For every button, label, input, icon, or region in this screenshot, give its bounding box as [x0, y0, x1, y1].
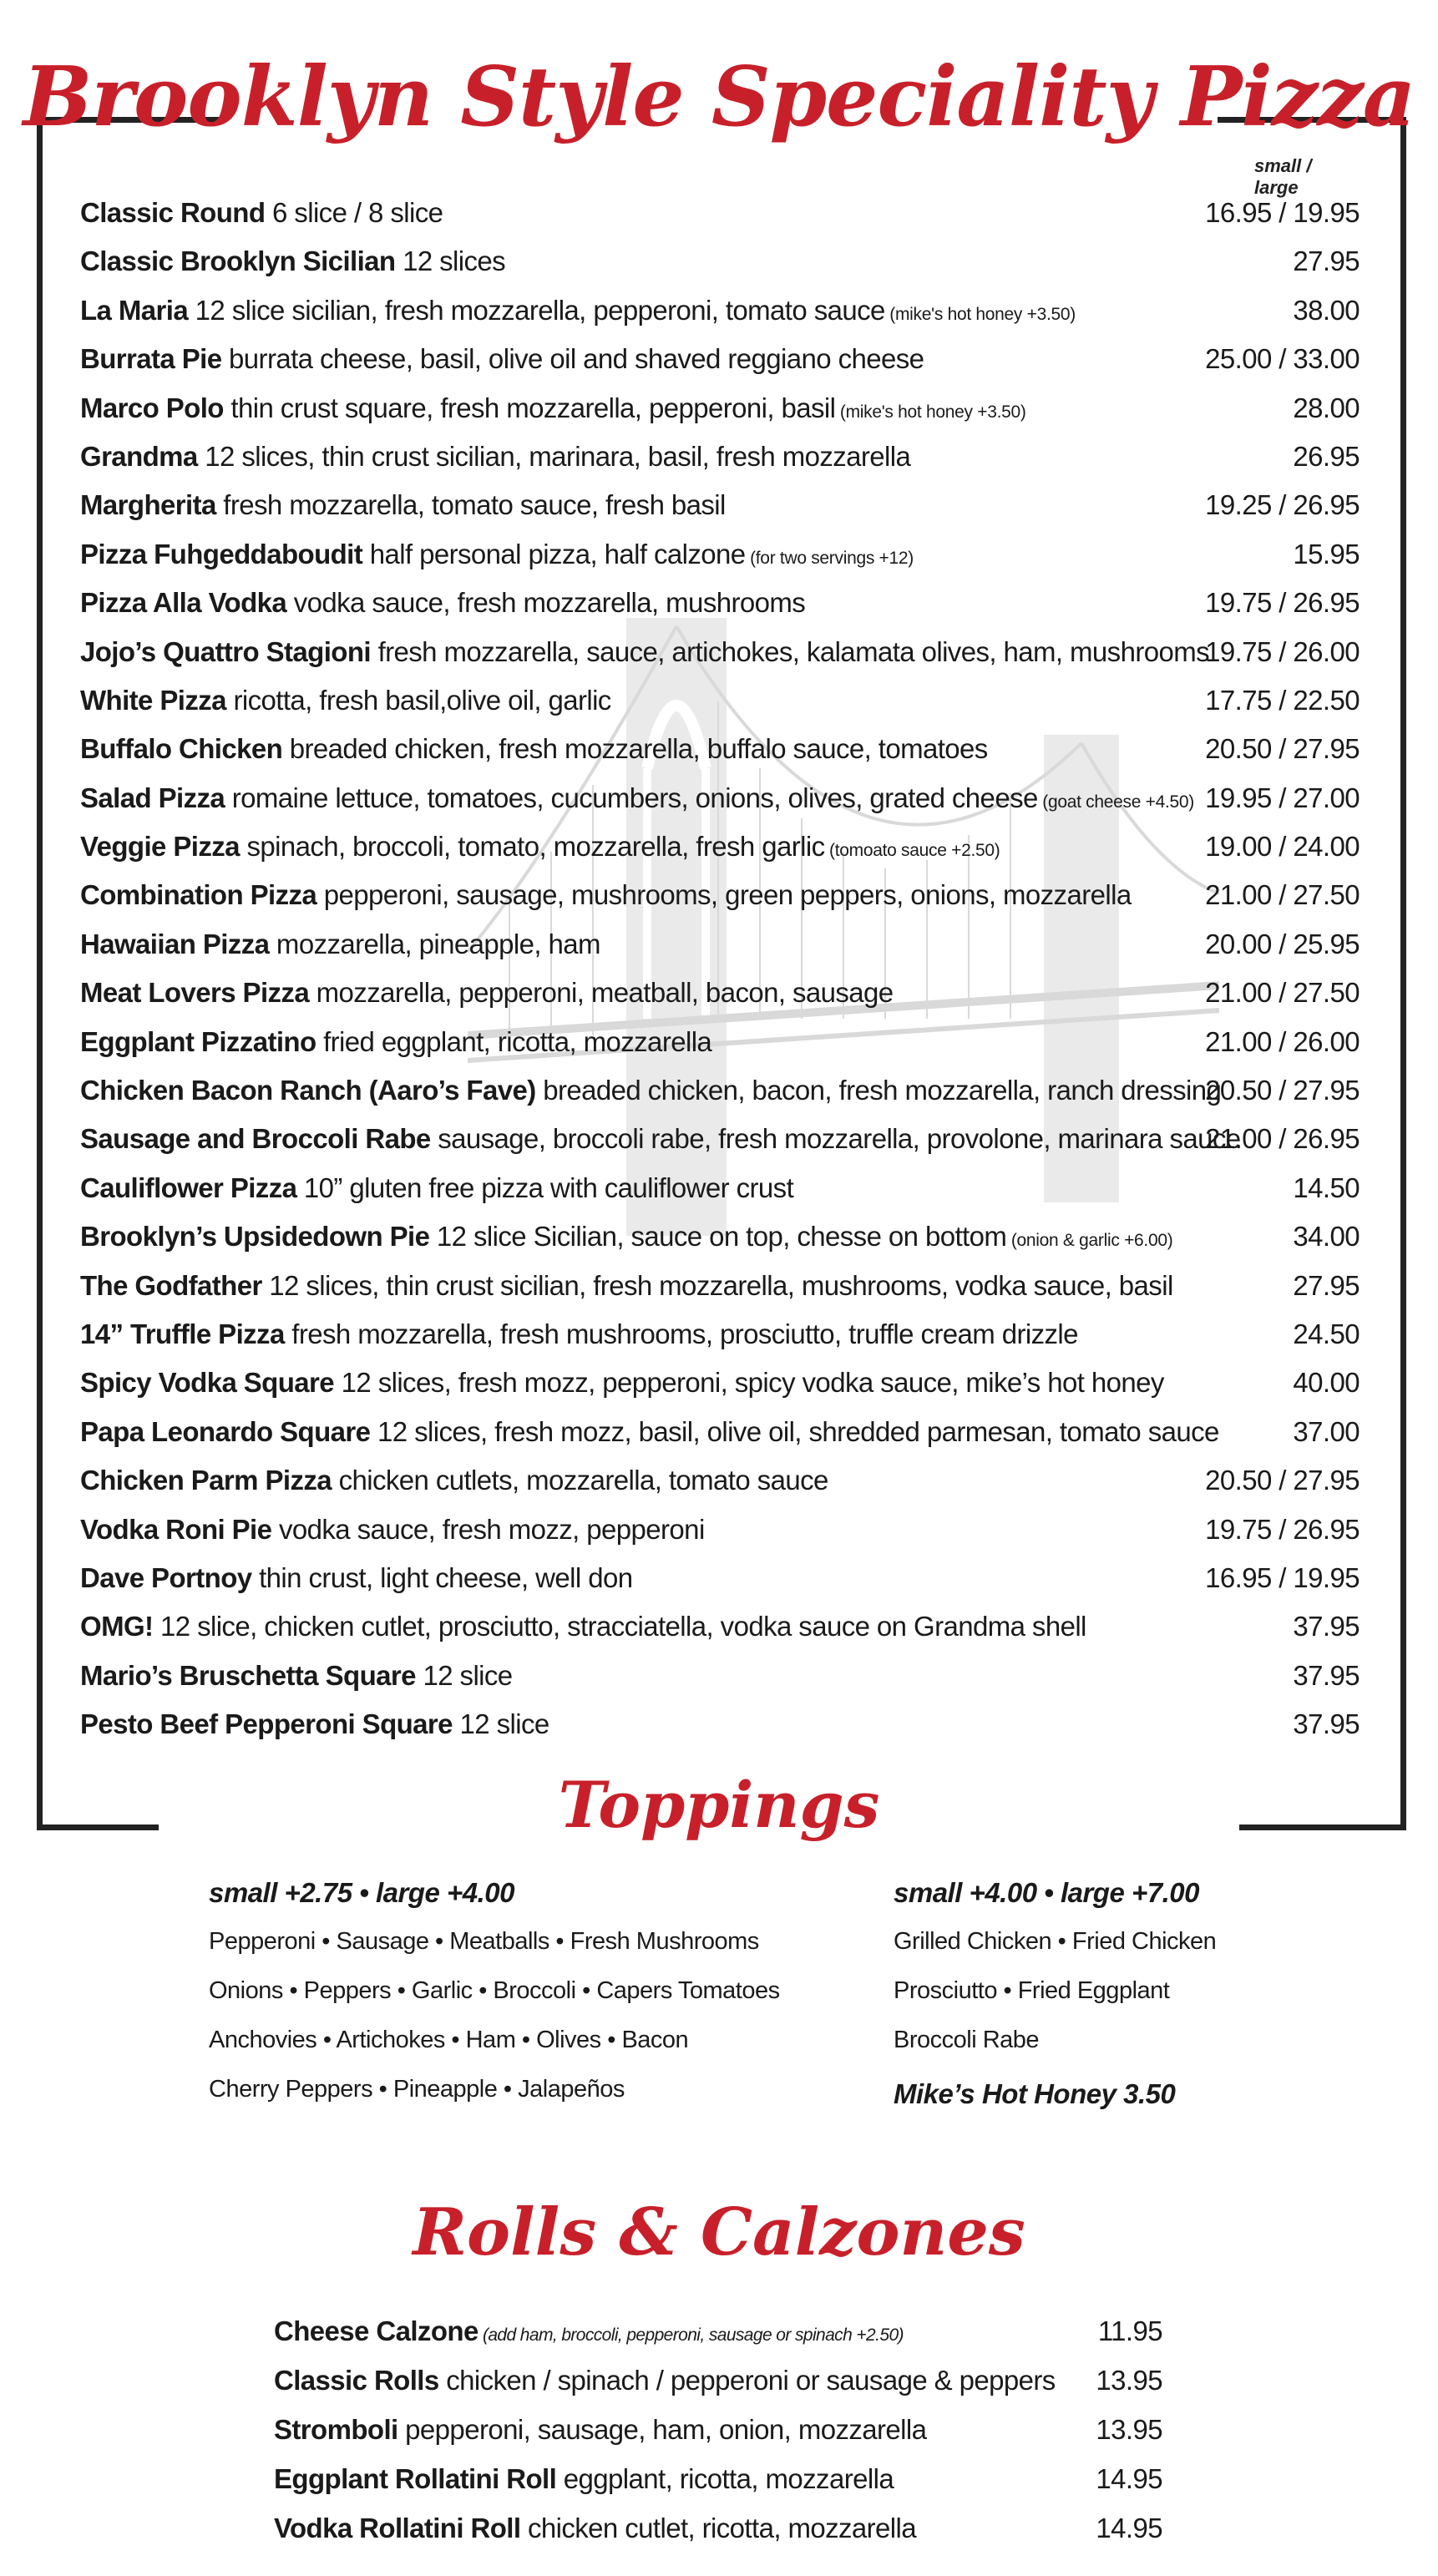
menu-item: [274, 2306, 1162, 2356]
item-price: 21.00 / 26.95: [1205, 1123, 1360, 1155]
menu-item: [80, 1066, 1360, 1115]
item-description: pepperoni, sausage, ham, onion, mozzarella: [397, 2414, 927, 2445]
item-name: Pizza Alla Vodka: [80, 587, 287, 619]
menu-item: [80, 1602, 1360, 1651]
item-name: Hawaiian Pizza: [80, 928, 270, 959]
menu-item: [80, 725, 1360, 773]
item-note: (onion & garlic +6.00): [1006, 1231, 1173, 1251]
item-price: 21.00 / 27.50: [1205, 879, 1360, 911]
menu-item: [80, 384, 1360, 433]
item-description: 12 slice, chicken cutlet, prosciutto, stracciatella, vodka sauce on Grandma shell: [153, 1611, 1086, 1642]
item-description: fried eggplant, ricotta, mozzarella: [316, 1025, 712, 1057]
item-name: Spicy Vodka Square: [80, 1367, 335, 1399]
item-description: romaine lettuce, tomatoes, cucumbers, onions, olives, grated cheese: [225, 782, 1038, 813]
item-name: Combination Pizza: [80, 879, 317, 911]
item-price: 19.75 / 26.95: [1205, 1513, 1360, 1545]
item-name: Salad Pizza: [80, 782, 225, 813]
item-price: 27.95: [1293, 245, 1360, 277]
item-name: Chicken Bacon Ranch (Aaro’s Fave): [80, 1075, 536, 1106]
item-price: 14.50: [1293, 1172, 1360, 1203]
item-price: 11.95: [1097, 2315, 1162, 2346]
item-price: 20.50 / 27.95: [1205, 1465, 1360, 1496]
toppings-premium-header: small +4.00 • large +7.00: [894, 1877, 1199, 1908]
item-description: 12 slice: [415, 1659, 513, 1691]
item-name: Grandma: [80, 440, 198, 472]
rolls-list: [274, 2306, 1162, 2553]
item-description: 10” gluten free pizza with cauliflower crust: [296, 1172, 794, 1203]
item-note: (for two servings +12): [745, 548, 914, 568]
menu-item: [80, 1652, 1360, 1700]
item-price: 40.00: [1293, 1367, 1360, 1399]
menu-item: [80, 1115, 1360, 1163]
item-name: Classic Brooklyn Sicilian: [80, 245, 396, 277]
item-price: 19.00 / 24.00: [1205, 831, 1360, 863]
item-price: 20.00 / 25.95: [1205, 928, 1360, 959]
item-description: mozzarella, pepperoni, meatball, bacon, sausage: [309, 977, 894, 1009]
page-title: Brooklyn Style Speciality Pizza: [23, 49, 1415, 145]
item-price: 16.95 / 19.95: [1205, 197, 1360, 228]
item-name: Papa Leonardo Square: [80, 1415, 371, 1447]
item-description: 12 slices: [395, 245, 506, 277]
item-price: 21.00 / 27.50: [1205, 977, 1360, 1009]
item-description: sausage, broccoli rabe, fresh mozzarella, provolone, marinara sauce: [430, 1123, 1241, 1155]
item-price: 14.95: [1096, 2463, 1162, 2494]
item-description: thin crust square, fresh mozzarella, pepperoni, basil: [223, 392, 836, 423]
item-name: Marco Polo: [80, 392, 224, 423]
item-note: (goat cheese +4.50): [1037, 792, 1194, 812]
item-name: Veggie Pizza: [80, 831, 240, 863]
item-name: 14” Truffle Pizza: [80, 1318, 285, 1349]
menu-item: [80, 1506, 1360, 1554]
item-description: 12 slice: [452, 1708, 549, 1740]
item-name: Stromboli: [274, 2414, 398, 2445]
menu-item: [80, 579, 1360, 627]
size-note: small / large: [1254, 155, 1312, 198]
item-description: 12 slices, thin crust sicilian, marinara, basil, fresh mozzarella: [197, 440, 911, 472]
toppings-line: Pepperoni • Sausage • Meatballs • Fresh Mushrooms: [209, 1928, 759, 1955]
item-description: 12 slices, fresh mozz, pepperoni, spicy vodka sauce, mike’s hot honey: [334, 1367, 1164, 1399]
item-name: Pizza Fuhgeddaboudit: [80, 538, 363, 569]
item-description: breaded chicken, fresh mozzarella, buffalo sauce, tomatoes: [282, 733, 988, 765]
toppings-title: Toppings: [558, 1768, 880, 1842]
menu-item: [80, 822, 1360, 871]
toppings-premium-col: [894, 1869, 1216, 2120]
item-description: 12 slices, fresh mozz, basil, olive oil, shredded parmesan, tomato sauce: [370, 1415, 1219, 1447]
item-description: burrata cheese, basil, olive oil and shaved reggiano cheese: [221, 343, 924, 375]
item-note: (mike's hot honey +3.50): [884, 304, 1076, 324]
menu-item: [80, 1408, 1360, 1456]
menu-item: [80, 920, 1360, 969]
item-price: 37.95: [1293, 1708, 1360, 1740]
item-description: breaded chicken, bacon, fresh mozzarella, ranch dressing: [535, 1075, 1222, 1106]
menu-item: [80, 481, 1360, 529]
menu-item: [80, 1359, 1360, 1407]
hot-honey-addon: Mike’s Hot Honey 3.50: [894, 2078, 1176, 2109]
item-price: 19.95 / 27.00: [1205, 782, 1360, 813]
item-price: 26.95: [1293, 440, 1360, 472]
item-name: Sausage and Broccoli Rabe: [80, 1123, 431, 1155]
menu-item: [274, 2405, 1162, 2454]
item-description: 6 slice / 8 slice: [265, 197, 443, 228]
item-price: 16.95 / 19.95: [1205, 1561, 1360, 1593]
item-price: 25.00 / 33.00: [1205, 343, 1360, 375]
item-description: chicken / spinach / pepperoni or sausage & peppers: [438, 2365, 1056, 2396]
item-name: Jojo’s Quattro Stagioni: [80, 635, 371, 667]
item-name: Burrata Pie: [80, 343, 222, 375]
item-description: fresh mozzarella, fresh mushrooms, prosciutto, truffle cream drizzle: [284, 1318, 1078, 1349]
item-price: 38.00: [1293, 294, 1360, 326]
item-description: 12 slices, thin crust sicilian, fresh mozzarella, mushrooms, vodka sauce, basil: [261, 1269, 1173, 1301]
item-description: eggplant, ricotta, mozzarella: [556, 2463, 894, 2494]
toppings-line: Onions • Peppers • Garlic • Broccoli • Capers Tomatoes: [209, 1977, 780, 2004]
item-description: half personal pizza, half calzone: [362, 538, 746, 569]
item-name: The Godfather: [80, 1269, 262, 1301]
menu-item: [80, 1456, 1360, 1505]
menu-item: [80, 1262, 1360, 1310]
item-price: 15.95: [1293, 538, 1360, 569]
item-name: Buffalo Chicken: [80, 733, 283, 765]
item-note: (add ham, broccoli, pepperoni, sausage or spinach +2.50): [478, 2325, 904, 2345]
item-name: Vodka Roni Pie: [80, 1513, 272, 1545]
toppings-line: Broccoli Rabe: [894, 2027, 1040, 2053]
item-price: 19.75 / 26.00: [1205, 635, 1360, 667]
item-description: vodka sauce, fresh mozz, pepperoni: [271, 1513, 705, 1545]
menu-item: [80, 189, 1360, 237]
item-name: La Maria: [80, 294, 189, 326]
menu-item: [80, 433, 1360, 481]
item-name: Classic Rolls: [274, 2365, 439, 2396]
menu-item: [80, 1212, 1360, 1261]
item-price: 13.95: [1096, 2414, 1162, 2445]
menu-item: [80, 774, 1360, 822]
menu-item: [80, 969, 1360, 1017]
item-price: 20.50 / 27.95: [1205, 1075, 1360, 1106]
item-description: fresh mozzarella, sauce, artichokes, kalamata olives, ham, mushrooms: [371, 635, 1210, 667]
item-price: 37.95: [1293, 1659, 1360, 1691]
frame-left: [37, 117, 43, 1830]
pizza-list: [80, 189, 1360, 1749]
menu-item: [274, 2454, 1162, 2503]
item-name: Cheese Calzone: [274, 2315, 478, 2346]
menu-item: [274, 2503, 1162, 2553]
menu-item: [80, 1700, 1360, 1749]
item-description: thin crust, light cheese, well don: [251, 1561, 633, 1593]
item-description: mozzarella, pineapple, ham: [269, 928, 600, 959]
item-price: 28.00: [1293, 392, 1360, 423]
item-name: Pesto Beef Pepperoni Square: [80, 1708, 453, 1740]
item-description: vodka sauce, fresh mozzarella, mushrooms: [286, 587, 806, 619]
item-name: Mario’s Bruschetta Square: [80, 1659, 416, 1691]
item-price: 17.75 / 22.50: [1205, 684, 1360, 716]
menu-item: [80, 530, 1360, 579]
toppings-small-header: small +2.75 • large +4.00: [209, 1877, 514, 1908]
item-price: 37.95: [1293, 1611, 1360, 1642]
item-name: Chicken Parm Pizza: [80, 1465, 332, 1496]
toppings-small-col: [209, 1869, 780, 2114]
menu-item: [80, 628, 1360, 676]
toppings-line: Anchovies • Artichokes • Ham • Olives • Bacon: [209, 2027, 689, 2053]
item-price: 24.50: [1293, 1318, 1360, 1349]
item-price: 27.95: [1293, 1269, 1360, 1301]
item-name: Margherita: [80, 489, 216, 521]
rolls-title: Rolls & Calzones: [413, 2194, 1025, 2270]
item-note: (tomoato sauce +2.50): [824, 841, 1000, 861]
menu-item: [80, 335, 1360, 383]
item-price: 21.00 / 26.00: [1205, 1025, 1360, 1057]
item-price: 13.95: [1096, 2365, 1162, 2396]
item-description: ricotta, fresh basil,olive oil, garlic: [225, 684, 611, 716]
toppings-line: Prosciutto • Fried Eggplant: [894, 1977, 1170, 2004]
item-price: 37.00: [1293, 1415, 1360, 1447]
item-description: chicken cutlet, ricotta, mozzarella: [520, 2513, 917, 2543]
item-price: 19.25 / 26.95: [1205, 489, 1360, 521]
item-name: Eggplant Pizzatino: [80, 1025, 316, 1057]
menu-item: [80, 237, 1360, 286]
menu-item: [80, 1018, 1360, 1066]
item-name: Vodka Rollatini Roll: [274, 2513, 521, 2543]
menu-item: [80, 676, 1360, 725]
menu-item: [80, 1310, 1360, 1359]
item-note: (mike's hot honey +3.50): [835, 402, 1026, 422]
item-description: spinach, broccoli, tomato, mozzarella, fresh garlic: [239, 831, 825, 863]
item-name: Eggplant Rollatini Roll: [274, 2463, 557, 2494]
item-name: Classic Round: [80, 197, 266, 228]
menu-item: [274, 2356, 1162, 2405]
item-price: 34.00: [1293, 1221, 1360, 1253]
item-description: chicken cutlets, mozzarella, tomato sauce: [332, 1465, 828, 1496]
menu-item: [80, 1164, 1360, 1212]
item-description: 12 slice Sicilian, sauce on top, chesse on bottom: [429, 1221, 1007, 1253]
toppings-line: Grilled Chicken • Fried Chicken: [894, 1928, 1217, 1955]
item-name: Dave Portnoy: [80, 1561, 252, 1593]
item-price: 19.75 / 26.95: [1205, 587, 1360, 619]
item-name: OMG!: [80, 1611, 154, 1642]
item-name: Meat Lovers Pizza: [80, 977, 310, 1009]
item-price: 14.95: [1096, 2513, 1162, 2543]
frame-right: [1400, 117, 1406, 1830]
item-name: Cauliflower Pizza: [80, 1172, 297, 1203]
item-price: 20.50 / 27.95: [1205, 733, 1360, 765]
item-description: fresh mozzarella, tomato sauce, fresh basil: [215, 489, 726, 521]
menu-item: [80, 871, 1360, 919]
menu-item: [80, 1554, 1360, 1602]
item-description: 12 slice sicilian, fresh mozzarella, pepperoni, tomato sauce: [188, 294, 885, 326]
toppings-line: Cherry Peppers • Pineapple • Jalapeños: [209, 2076, 625, 2103]
item-description: pepperoni, sausage, mushrooms, green peppers, onions, mozzarella: [316, 879, 1132, 911]
menu-item: [80, 286, 1360, 335]
item-name: Brooklyn’s Upsidedown Pie: [80, 1221, 430, 1253]
item-name: White Pizza: [80, 684, 226, 716]
